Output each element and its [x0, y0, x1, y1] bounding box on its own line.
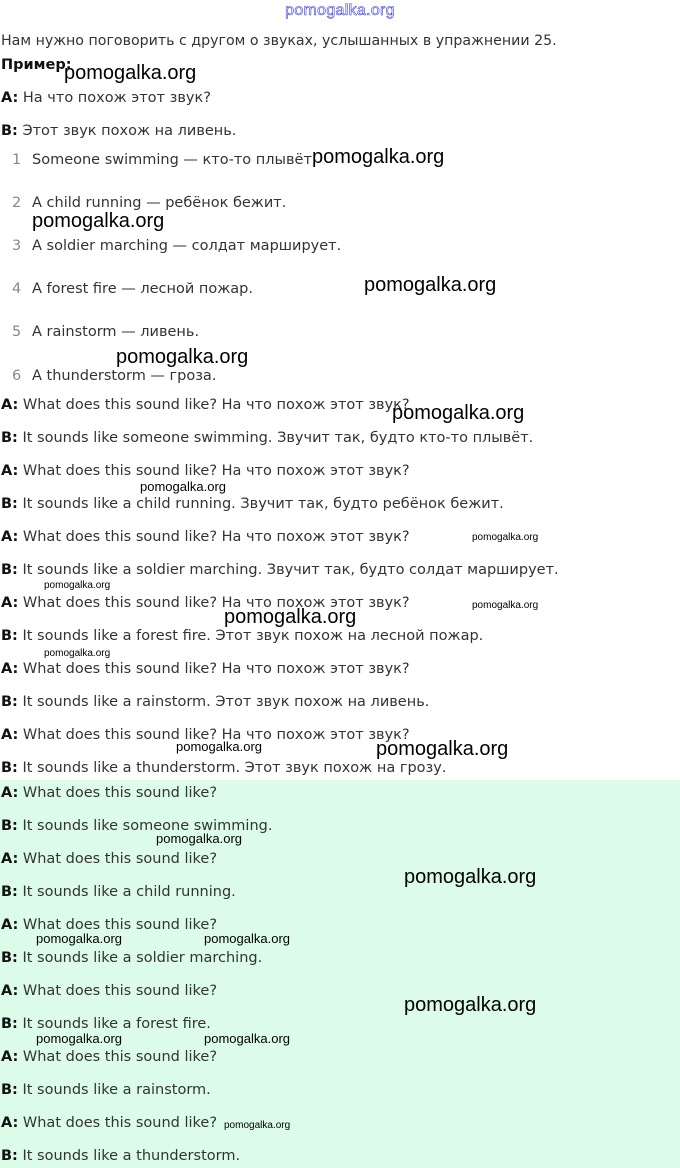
dialogue-line: B: It sounds like a rainstorm. Этот звук похож на ливень.	[1, 694, 430, 710]
dialogue-line: A: What does this sound like? На что похож этот звук?	[1, 595, 410, 611]
header-watermark-logo: pomogalka.org	[285, 2, 395, 19]
dialogue-line: B: It sounds like a soldier marching. Звучит так, будто солдат марширует.	[1, 562, 559, 578]
watermark-logo: pomogalka.org	[64, 62, 197, 84]
dialogue-line: A: What does this sound like? На что похож этот звук?	[1, 463, 410, 479]
watermark-logo: pomogalka.org	[404, 994, 537, 1016]
answer-line: A: What does this sound like?	[1, 983, 218, 999]
watermark-logo: pomogalka.org	[176, 739, 262, 754]
example-label: Пример:	[1, 57, 72, 73]
answer-line: B: It sounds like a child running.	[1, 884, 236, 900]
list-item: 2 A child running — ребёнок бежит.	[12, 195, 287, 211]
watermark-logo: pomogalka.org	[204, 931, 290, 946]
answer-line: A: What does this sound like?	[1, 1115, 218, 1131]
answer-line: A: What does this sound like?	[1, 785, 218, 801]
dialogue-line: A: What does this sound like? На что похож этот звук?	[1, 529, 410, 545]
dialogue-line: A: What does this sound like? На что похож этот звук?	[1, 397, 410, 413]
dialogue-line: B: It sounds like a forest fire. Этот звук похож на лесной пожар.	[1, 628, 484, 644]
watermark-logo: pomogalka.org	[224, 1120, 291, 1131]
watermark-logo: pomogalka.org	[224, 606, 357, 628]
watermark-logo: pomogalka.org	[36, 931, 122, 946]
watermark-logo: pomogalka.org	[404, 866, 537, 888]
answer-line: B: It sounds like a thunderstorm.	[1, 1148, 241, 1164]
watermark-logo: pomogalka.org	[44, 580, 111, 591]
answer-line: A: What does this sound like?	[1, 851, 218, 867]
watermark-logo: pomogalka.org	[376, 738, 509, 760]
answer-line: A: What does this sound like?	[1, 917, 218, 933]
watermark-logo: pomogalka.org	[472, 600, 539, 611]
watermark-logo: pomogalka.org	[36, 1031, 122, 1046]
list-item: 4 A forest fire — лесной пожар.	[12, 281, 253, 297]
intro-text: Нам нужно поговорить с другом о звуках, услышанных в упражнении 25.	[1, 33, 557, 49]
watermark-logo: pomogalka.org	[312, 146, 445, 168]
example-line: A: На что похож этот звук?	[1, 90, 211, 106]
watermark-logo: pomogalka.org	[32, 210, 165, 232]
watermark-logo: pomogalka.org	[392, 402, 525, 424]
dialogue-line: B: It sounds like someone swimming. Звучит так, будто кто-то плывёт.	[1, 430, 534, 446]
dialogue-line: A: What does this sound like? На что похож этот звук?	[1, 661, 410, 677]
dialogue-line: A: What does this sound like? На что похож этот звук?	[1, 727, 410, 743]
example-line: B: Этот звук похож на ливень.	[1, 123, 237, 139]
answer-line: B: It sounds like a soldier marching.	[1, 950, 263, 966]
watermark-logo: pomogalka.org	[472, 532, 539, 543]
watermark-logo: pomogalka.org	[116, 346, 249, 368]
list-item: 1 Someone swimming — кто-то плывёт.	[12, 152, 317, 168]
answer-line: A: What does this sound like?	[1, 1049, 218, 1065]
answer-line: B: It sounds like a forest fire.	[1, 1016, 211, 1032]
answer-block	[0, 780, 680, 1168]
dialogue-line: B: It sounds like a thunderstorm. Этот звук похож на грозу.	[1, 760, 447, 776]
answer-line: B: It sounds like someone swimming.	[1, 818, 273, 834]
dialogue-line: B: It sounds like a child running. Звучит так, будто ребёнок бежит.	[1, 496, 504, 512]
watermark-logo: pomogalka.org	[156, 831, 242, 846]
watermark-logo: pomogalka.org	[44, 648, 111, 659]
watermark-logo: pomogalka.org	[204, 1031, 290, 1046]
watermark-logo: pomogalka.org	[364, 274, 497, 296]
list-item: 3 A soldier marching — солдат марширует.	[12, 238, 342, 254]
answer-line: B: It sounds like a rainstorm.	[1, 1082, 211, 1098]
watermark-logo: pomogalka.org	[140, 479, 226, 494]
list-item: 6 A thunderstorm — гроза.	[12, 368, 217, 384]
list-item: 5 A rainstorm — ливень.	[12, 324, 200, 340]
